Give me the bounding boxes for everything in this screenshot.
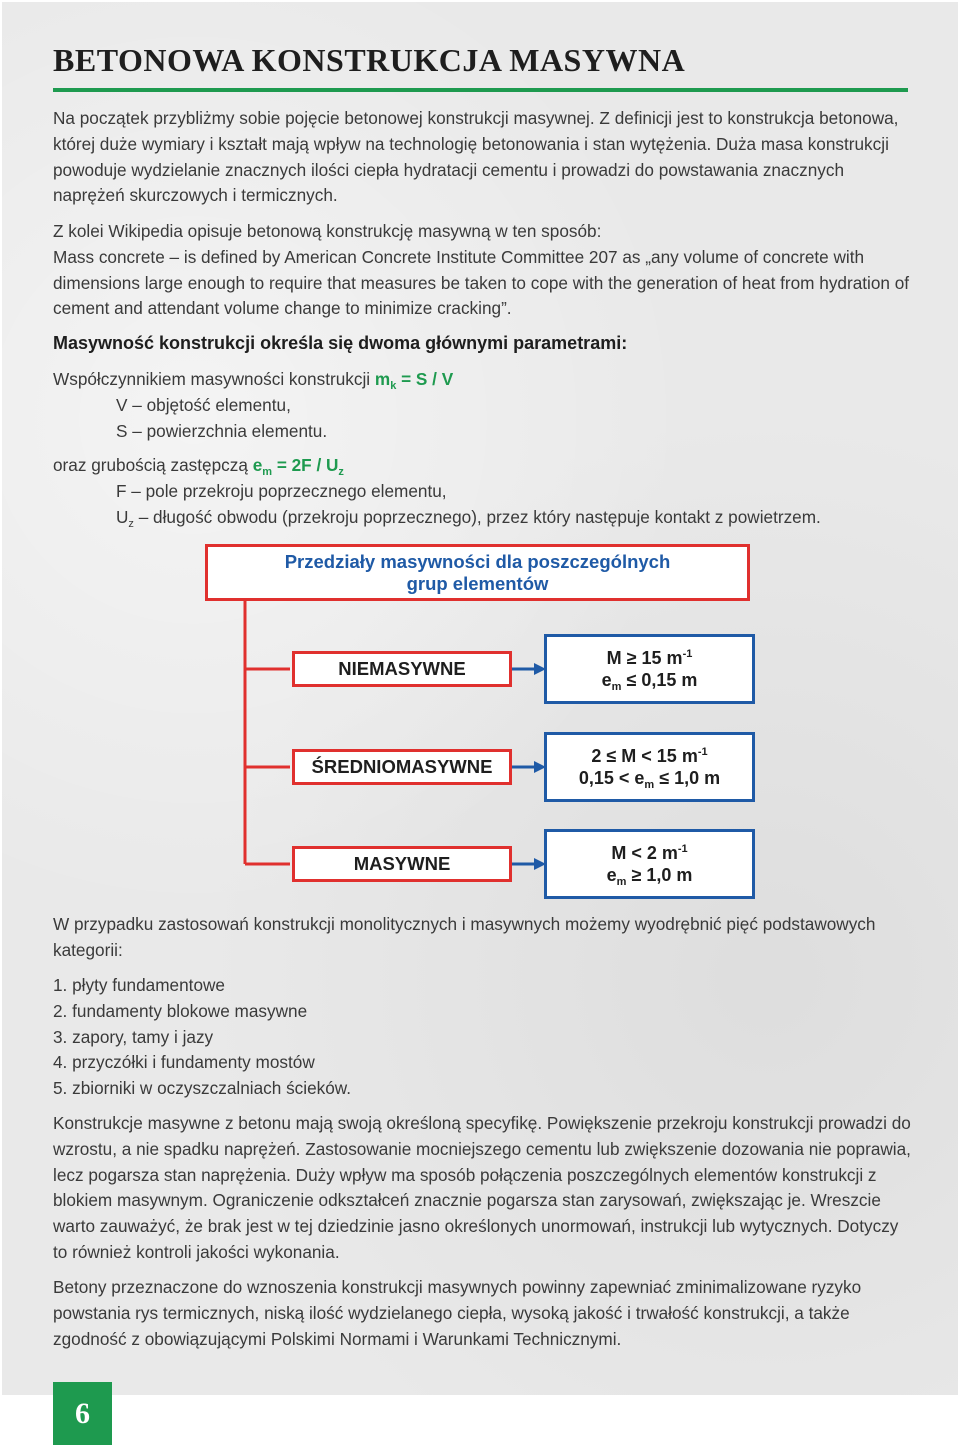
category-box-masywne: MASYWNE xyxy=(292,846,512,882)
list-item: 2. fundamenty blokowe masywne xyxy=(53,1000,308,1021)
e-range: $e_m \le 0,15$ m xyxy=(601,670,698,693)
em-prefix: oraz grubością zastępczą xyxy=(53,455,248,475)
params-heading-text: Masywność konstrukcji określa się dwoma głównymi parametrami: xyxy=(53,333,628,353)
wiki-quote: Mass concrete – is defined by American Concrete Institute Committee 207 as „any volume of concrete with dimensions large enough to require that measures be taken to cope with the generation of heat from hydration of cement and attendant volume change to minimize cracking”. xyxy=(53,246,910,319)
range-box-niemasywne xyxy=(544,634,755,704)
list-item: 1. płyty fundamentowe xyxy=(53,975,225,995)
em-formula: $e_m = 2F / U_z$ xyxy=(252,455,344,478)
categories-list xyxy=(53,973,913,1102)
diagram-title-box xyxy=(205,544,750,601)
mk-formula: $m_k = S / V$ xyxy=(374,369,454,392)
categories-intro xyxy=(53,912,913,964)
m-range: M < 2 $m^{-1}$ xyxy=(611,843,688,863)
e-range: $e_m \ge 1,0$ m xyxy=(606,865,693,888)
closing-text-2: Betony przeznaczone do wznoszenia konstrukcji masywnych powinny zapewniać zminimalizowane ryzyko powstania rys termicznych, niską ilość wydzielanego ciepła, wysoką jakość i trwałość konstrukcji, a także zgodność z obowiązującymi Polskimi Normami i Warunkami Technicznymi. xyxy=(53,1277,862,1349)
page-title: BETONOWA KONSTRUKCJA MASYWNA xyxy=(53,42,686,78)
params-heading xyxy=(53,331,913,357)
intro-paragraph-1 xyxy=(53,106,913,209)
range-box-masywne xyxy=(544,829,755,899)
s-definition: S – powierzchnia elementu. xyxy=(116,420,328,441)
category-box-sredniomasywne: ŚREDNIOMASYWNE xyxy=(292,749,512,785)
uz-definition: $U_z$ – długość obwodu (przekroju poprzecznego), przez który następuje kontakt z powietrzem. xyxy=(116,506,821,530)
m-range: 2 ≤ M < 15 $m^{-1}$ xyxy=(591,746,708,766)
categories-intro-text: W przypadku zastosowań konstrukcji monolitycznych i masywnych możemy wyodrębnić pięć podstawowych kategorii: xyxy=(53,914,876,960)
intro-paragraph-2 xyxy=(53,219,913,322)
v-definition: V – objętość elementu, xyxy=(116,394,291,415)
closing-paragraph-1 xyxy=(53,1111,913,1266)
diagram-title-line-2: grup elementów xyxy=(406,572,549,594)
range-box-sredniomasywne xyxy=(544,732,755,802)
mk-line xyxy=(53,367,913,393)
intro-text-1: Na początek przybliżmy sobie pojęcie betonowej konstrukcji masywnej. Z definicji jest to konstrukcja betonowa, której duże wymiary i kształt mają wpływ na technologię betonowania i stan wytężenia. Duża masa konstrukcji powoduje wydzielanie znacznych ilości ciepła hydratacji cementu i prowadzi do powstawania znacznych naprężeń skurczowych i termicznych. xyxy=(53,108,899,206)
m-range: M ≥ 15 $m^{-1}$ xyxy=(606,648,693,668)
diagram-title-line-1: Przedziały masywności dla poszczególnych xyxy=(284,550,671,572)
wiki-intro-line: Z kolei Wikipedia opisuje betonową konstrukcję masywną w ten sposób: xyxy=(53,221,602,241)
title-underline xyxy=(53,88,908,92)
mk-prefix: Współczynnikiem masywności konstrukcji xyxy=(53,369,371,389)
closing-text-1: Konstrukcje masywne z betonu mają swoją określoną specyfikę. Powiększenie przekroju konstrukcji prowadzi do wzrostu, a nie spadku naprężeń. Zastosowanie mocniejszego cementu lub zwiększenie dozowania nie poprawia, lecz pogarsza stan naprężenia. Duży wpływ ma sposób połączenia poszczególnych elementów konstrukcji z blokiem masywnym. Ograniczenie odkształceń znacznie pogarsza stan zarysowań, zwiększając je. Wreszcie warto zauważyć, że brak jest w tej dziedzinie jasno określonych unormowań, instrukcji lub wytycznych. Dotyczy to również kontroli jakości wykonania. xyxy=(53,1113,911,1262)
list-item: 4. przyczółki i fundamenty mostów xyxy=(53,1052,315,1073)
list-item: 5. zbiorniki w oczyszczalniach ścieków. xyxy=(53,1078,352,1099)
page-number: 6 xyxy=(53,1382,112,1445)
f-definition: F – pole przekroju poprzecznego elementu, xyxy=(116,480,447,501)
em-block xyxy=(53,453,913,530)
list-item: 3. zapory, tamy i jazy xyxy=(53,1026,214,1047)
e-range: $0,15 < e_m \le 1,0$ m xyxy=(578,768,721,791)
category-box-niemasywne: NIEMASYWNE xyxy=(292,651,512,687)
em-line xyxy=(53,453,913,479)
mk-block xyxy=(53,367,913,444)
closing-paragraph-2 xyxy=(53,1275,913,1352)
